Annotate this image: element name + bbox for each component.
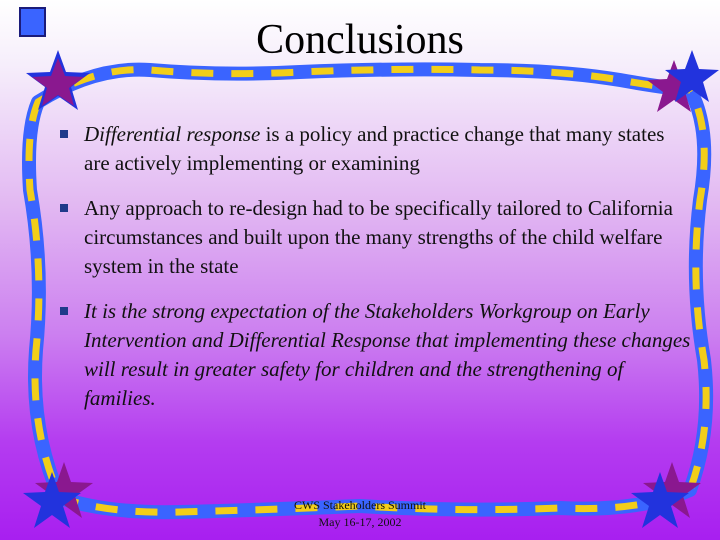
bullet-text: It is the strong expectation of the Stakeholders Workgroup on Early Intervention and Differential Response that implementing these changes will result in greater safety for children and the strengthening of families.	[84, 299, 691, 410]
bullet-italic-lead: Differential response	[84, 122, 261, 146]
bullet-square-icon	[60, 307, 68, 315]
bullet-square-icon	[60, 204, 68, 212]
bullet-list	[56, 120, 691, 429]
bullet-item	[56, 297, 691, 413]
footer	[260, 497, 460, 531]
footer-line-2: May 16-17, 2002	[318, 515, 402, 529]
bullet-text: Any approach to re-design had to be specifically tailored to California circumstances and built upon the many strengths of the child welfare system in the state	[84, 196, 673, 278]
bullet-text: is a policy and practice change that many states are actively implementing or examining	[84, 122, 665, 175]
slide-title: Conclusions	[256, 17, 464, 63]
bullet-item	[56, 194, 691, 281]
bullet-item	[56, 120, 691, 178]
bullet-square-icon	[60, 130, 68, 138]
footer-line-1: CWS Stakeholders Summit	[294, 498, 426, 512]
